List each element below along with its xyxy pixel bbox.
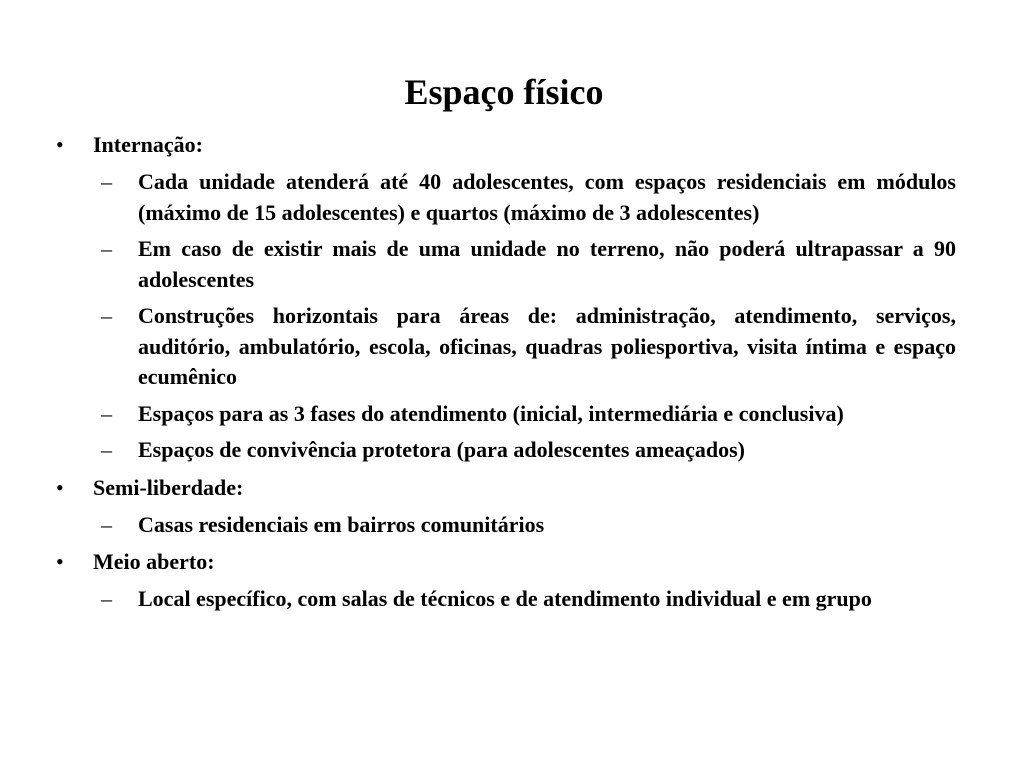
- slide-title: Espaço físico: [404, 72, 604, 112]
- list-item-text: Espaços de convivência protetora (para adolescentes ameaçados): [138, 437, 745, 462]
- dash-marker: –: [101, 236, 112, 261]
- list-item-text: Local específico, com salas de técnicos e de atendimento individual e em grupo: [138, 586, 872, 611]
- section-heading-text: Internação:: [93, 132, 203, 157]
- section-heading-internacao: [56, 130, 956, 160]
- section-items-meio-aberto: [56, 584, 956, 615]
- list-item: [56, 399, 956, 430]
- list-item-text: Em caso de existir mais de uma unidade no terreno, não poderá ultrapassar a 90 adolescentes: [138, 236, 956, 292]
- section-heading-meio-aberto: [56, 547, 956, 577]
- list-item: [56, 167, 956, 228]
- dash-marker: –: [101, 169, 112, 194]
- section-heading-semi-liberdade: [56, 473, 956, 503]
- dash-marker: –: [101, 400, 112, 426]
- dash-marker: –: [101, 303, 112, 328]
- dash-marker: –: [101, 511, 112, 537]
- list-item-text: Casas residenciais em bairros comunitários: [138, 511, 545, 537]
- list-item: [56, 301, 956, 393]
- section-items-internacao: [56, 167, 956, 466]
- dash-marker: –: [101, 586, 112, 611]
- list-item: [56, 435, 956, 466]
- list-item: [56, 584, 956, 615]
- list-item-text: Espaços para as 3 fases do atendimento (inicial, intermediária e conclusiva): [138, 400, 844, 426]
- section-heading-text: Semi-liberdade:: [93, 474, 244, 500]
- list-item: [56, 234, 956, 295]
- bullet-marker: •: [56, 132, 64, 157]
- section-items-semi-liberdade: [56, 510, 956, 541]
- slide-content: [56, 130, 956, 622]
- list-item-text: Construções horizontais para áreas de: administração, atendimento, serviços, auditório, ambulatório, escola, oficinas, quadras poliesportiva, visita íntima e espaço ecumênico: [138, 303, 956, 389]
- bullet-marker: •: [56, 549, 64, 574]
- bullet-marker: •: [56, 474, 64, 500]
- section-heading-text: Meio aberto:: [93, 549, 215, 574]
- list-item: [56, 510, 956, 541]
- dash-marker: –: [101, 437, 112, 462]
- list-item-text: Cada unidade atenderá até 40 adolescentes, com espaços residenciais em módulos (máximo de 15 adolescentes) e quartos (máximo de 3 adolescentes): [138, 169, 956, 225]
